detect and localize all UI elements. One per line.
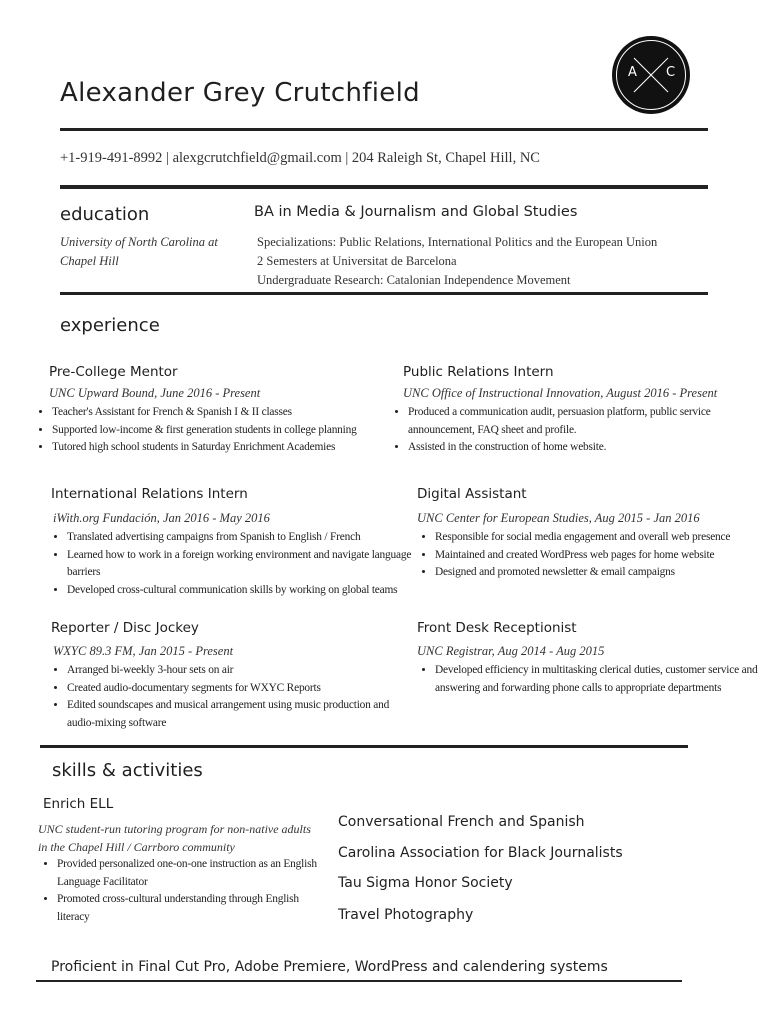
contact-rule [60, 185, 708, 189]
footer-rule [36, 980, 682, 982]
job-bullet: • Created audio-documentary segments for WXYC Reports [67, 680, 417, 698]
proficiency-line: Proficient in Final Cut Pro, Adobe Premiere, WordPress and calendering systems [51, 959, 608, 975]
job-meta: iWith.org Fundación, Jan 2016 - May 2016 [53, 511, 270, 525]
job-bullet: • Learned how to work in a foreign working environment and navigate language barriers [67, 547, 417, 582]
job-bullet: • Designed and promoted newsletter & email campaigns [435, 564, 768, 582]
activity-item: Tau Sigma Honor Society [338, 875, 513, 891]
job-bullet: • Tutored high school students in Saturday Enrichment Academies [52, 439, 414, 457]
school-line-2: Chapel Hill [60, 254, 119, 268]
job-title: Public Relations Intern [403, 364, 554, 380]
monogram-logo [612, 36, 690, 114]
education-detail: Specializations: Public Relations, International Politics and the European Union [257, 235, 658, 249]
job-bullet: • Responsible for social media engagement and overall web presence [435, 529, 768, 547]
header-rule [60, 128, 708, 131]
job-bullets [47, 662, 417, 733]
job-title: Digital Assistant [417, 486, 527, 502]
job-meta: UNC Upward Bound, June 2016 - Present [49, 386, 261, 400]
job-meta: UNC Center for European Studies, Aug 2015 - Jan 2016 [417, 511, 700, 525]
enrich-bullet: • Promoted cross-cultural understanding through English literacy [57, 891, 322, 926]
activity-item: Travel Photography [338, 907, 474, 923]
enrich-meta: UNC student-run tutoring program for non-native adults in the Chapel Hill / Carrboro community [38, 822, 311, 854]
job-bullet: • Maintained and created WordPress web pages for home website [435, 547, 768, 565]
enrich-title: Enrich ELL [43, 796, 114, 812]
activity-item: Conversational French and Spanish [338, 814, 585, 830]
job-bullet: • Supported low-income & first generation students in college planning [52, 422, 414, 440]
experience-rule [40, 745, 688, 748]
skills-heading: skills & activities [52, 760, 203, 781]
job-bullet: • Teacher's Assistant for French & Spanish I & II classes [52, 404, 414, 422]
degree-title: BA in Media & Journalism and Global Studies [254, 204, 578, 220]
experience-heading: experience [60, 315, 160, 336]
logo-letter-right: C [666, 65, 676, 80]
education-detail: 2 Semesters at Universitat de Barcelona [257, 254, 457, 268]
education-heading: education [60, 204, 150, 225]
job-meta: UNC Registrar, Aug 2014 - Aug 2015 [417, 644, 605, 658]
school-name [60, 233, 218, 271]
job-bullets [32, 404, 414, 457]
logo-letter-left: A [628, 65, 637, 80]
job-bullet: • Developed efficiency in multitasking clerical duties, customer service and answering and forwarding phone calls to appropriate departments [435, 662, 768, 697]
education-rule [60, 292, 708, 295]
job-bullets [388, 404, 768, 457]
job-title: Front Desk Receptionist [417, 620, 577, 636]
job-bullet: • Produced a communication audit, persuasion platform, public service announcement, FAQ sheet and profile. [408, 404, 768, 439]
person-name: Alexander Grey Crutchfield [60, 78, 420, 108]
enrich-bullet: • Provided personalized one-on-one instruction as an English Language Facilitator [57, 856, 322, 891]
job-title: Pre-College Mentor [49, 364, 178, 380]
contact-line: +1-919-491-8992 | alexgcrutchfield@gmail.com | 204 Raleigh St, Chapel Hill, NC [60, 150, 540, 166]
school-line-1: University of North Carolina at [60, 235, 218, 249]
job-bullet: • Edited soundscapes and musical arrangement using music production and audio-mixing software [67, 697, 417, 732]
job-bullet: • Arranged bi-weekly 3-hour sets on air [67, 662, 417, 680]
job-title: Reporter / Disc Jockey [51, 620, 199, 636]
job-meta: WXYC 89.3 FM, Jan 2015 - Present [53, 644, 234, 658]
job-title: International Relations Intern [51, 486, 248, 502]
logo-cross-lines [612, 36, 690, 114]
job-bullets [415, 662, 768, 697]
education-details [257, 233, 657, 290]
enrich-bullets [37, 856, 322, 927]
job-bullets [47, 529, 417, 600]
job-bullet: • Developed cross-cultural communication skills by working on global teams [67, 582, 417, 600]
job-meta: UNC Office of Instructional Innovation, August 2016 - Present [403, 386, 718, 400]
education-detail: Undergraduate Research: Catalonian Independence Movement [257, 273, 571, 287]
job-bullet: • Translated advertising campaigns from Spanish to English / French [67, 529, 417, 547]
activity-item: Carolina Association for Black Journalists [338, 845, 623, 861]
job-bullets [415, 529, 768, 582]
job-bullet: • Assisted in the construction of home website. [408, 439, 768, 457]
